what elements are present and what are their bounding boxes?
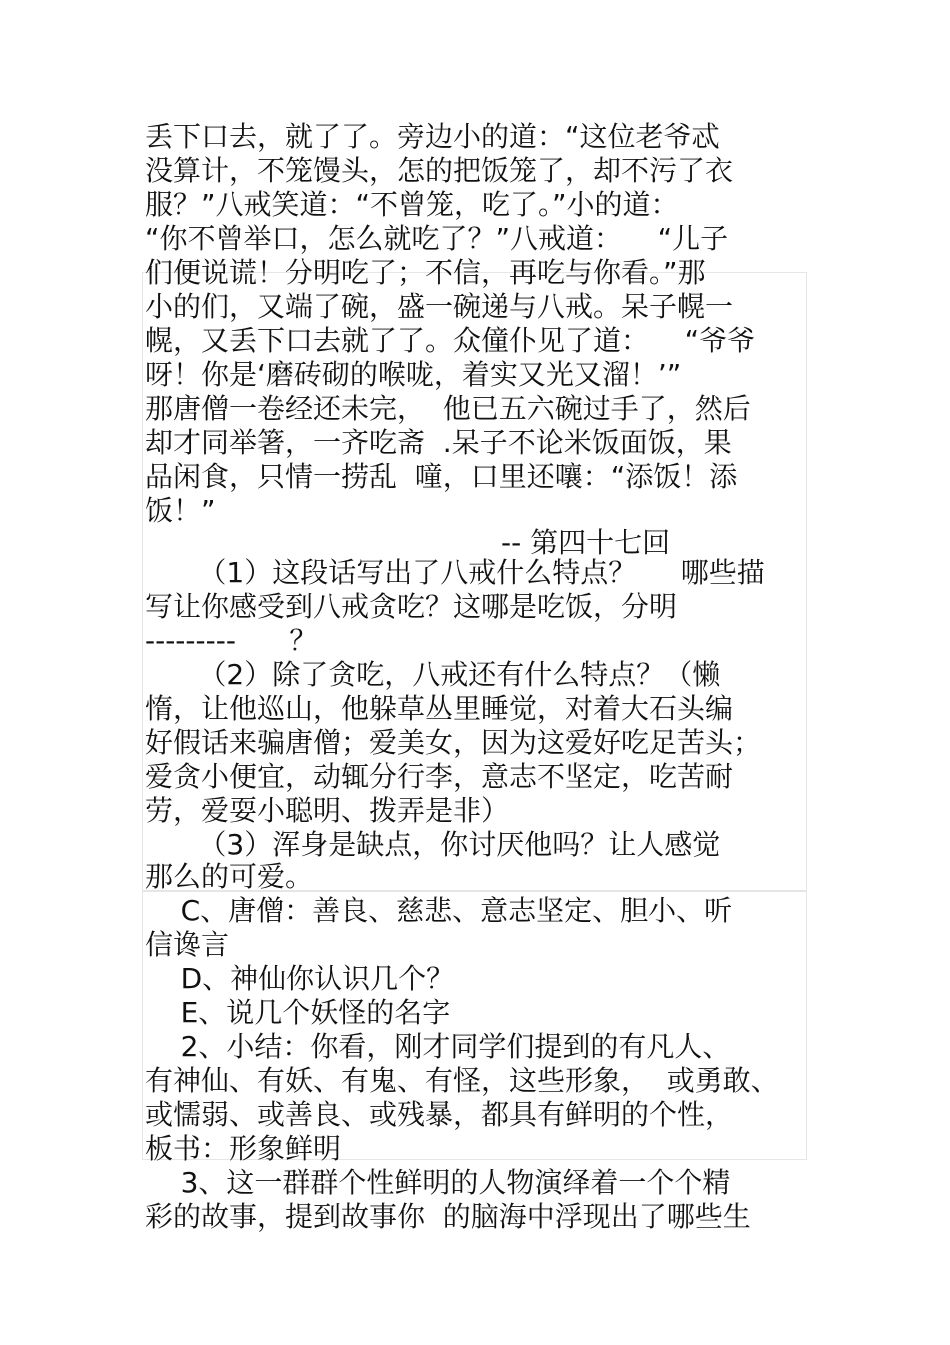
text-line: 彩的故事，提到故事你 的脑海中浮现出了哪些生 [145, 1200, 751, 1233]
text-line: 幌，又丢下口去就了了。众僮仆见了道： “爷爷 [145, 324, 756, 357]
question-3: （3）浑身是缺点，你讨厌他吗？让人感觉 [145, 828, 721, 861]
text-line: “你不曾举口，怎么就吃了？”八戒道： “儿子 [145, 222, 729, 255]
text-line: 没算计，不笼馒头，怎的把饭笼了，却不污了衣 [145, 154, 734, 187]
question-1: （1）这段话写出了八戒什么特点？ 哪些描 [145, 556, 765, 589]
text-line: 惰，让他巡山，他躲草丛里睡觉，对着大石头编 [145, 692, 734, 725]
text-line: 信谗言 [145, 928, 230, 961]
chapter-reference: -- 第四十七回 [145, 526, 671, 559]
text-line: 或懦弱、或善良、或残暴，都具有鲜明的个性， [145, 1098, 734, 1131]
text-line: 爱贪小便宜，动辄分行李，意志不坚定，吃苦耐 [145, 760, 734, 793]
text-line: 劳，爱耍小聪明、拨弄是非） [145, 794, 510, 827]
text-line: 有神仙、有妖、有鬼、有怪，这些形象， 或勇敢、 [145, 1064, 779, 1097]
item-d: D、神仙你认识几个？ [145, 962, 455, 995]
text-line: 丢下口去，就了了。旁边小的道：“这位老爷忒 [145, 120, 720, 153]
text-line: 那唐僧一卷经还未完， 他已五六碗过手了，然后 [145, 392, 751, 425]
text-line: 却才同举箸，一齐吃斋 .呆子不论米饭面饭，果 [145, 426, 732, 459]
text-line: 好假话来骗唐僧；爱美女，因为这爱好吃足苦头； [145, 726, 762, 759]
text-line: 服？”八戒笑道：“不曾笼，吃了。”小的道： [145, 188, 679, 221]
blackboard-note: 板书：形象鲜明 [145, 1132, 342, 1165]
text-line: 品闲食，只情一捞乱 噇，口里还嚷：“添饭！添 [145, 460, 738, 493]
item-c: C、唐僧：善良、慈悲、意志坚定、胆小、听 [145, 894, 733, 927]
text-line: 写让你感受到八戒贪吃？这哪是吃饭，分明 [145, 590, 678, 623]
question-2: （2）除了贪吃，八戒还有什么特点？（懒 [145, 658, 721, 691]
text-line: 饭！” [145, 494, 216, 527]
text-line: 小的们，又端了碗，盛一碗递与八戒。呆子幌一 [145, 290, 734, 323]
summary: 2、小结：你看，刚才同学们提到的有凡人、 [145, 1030, 731, 1063]
text-line: 们便说谎！分明吃了；不信，再吃与你看。”那 [145, 256, 706, 289]
item-3: 3、这一群群个性鲜明的人物演绎着一个个精 [145, 1166, 731, 1199]
text-line: 呀！你是‘磨砖砌的喉咙，着实又光又溜！’” [145, 358, 682, 391]
item-e: E、说几个妖怪的名字 [145, 996, 451, 1029]
text-line: 那么的可爱。 [145, 860, 314, 893]
text-line: --------- ？ [145, 624, 318, 657]
